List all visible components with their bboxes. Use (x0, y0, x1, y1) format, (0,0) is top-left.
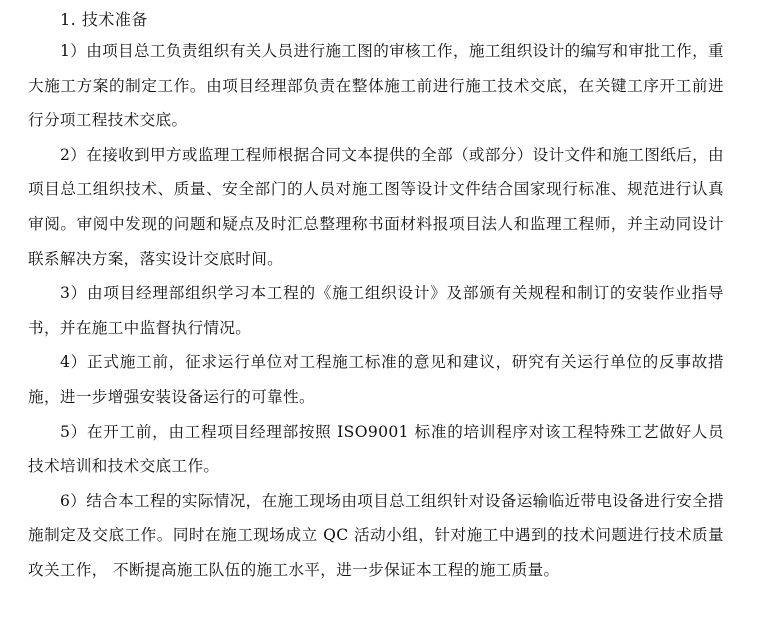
document-body (28, 6, 724, 588)
paragraph-6: 6）结合本工程的实际情况，在施工现场由项目总工组织针对设备运输临近带电设备进行安全措施制定及交底工作。同时在施工现场成立 QC 活动小组，针对施工中遇到的技术问题进行技术质量攻关工作， 不断提高施工队伍的施工水平，进一步保证本工程的施工质量。 (28, 491, 724, 579)
section-heading: 1. 技术准备 (60, 10, 148, 29)
paragraph-3: 3）由项目经理部组织学习本工程的《施工组织设计》及部颁有关规程和制订的安装作业指导书，并在施工中监督执行情况。 (28, 284, 724, 337)
paragraph-2: 2）在接收到甲方或监理工程师根据合同文本提供的全部（或部分）设计文件和施工图纸后，由项目总工组织技术、质量、安全部门的人员对施工图等设计文件结合国家现行标准、规范进行认真审阅。审阅中发现的问题和疑点及时汇总整理称书面材料报项目法人和监理工程师，并主动同设计联系解决方案，落实设计交底时间。 (28, 145, 724, 268)
paragraph-5: 5）在开工前，由工程项目经理部按照 ISO9001 标准的培训程序对该工程特殊工艺做好人员技术培训和技术交底工作。 (28, 422, 724, 476)
paragraph-4: 4）正式施工前，征求运行单位对工程施工标准的意见和建议，研究有关运行单位的反事故措施，进一步增强安装设备运行的可靠性。 (28, 353, 724, 406)
paragraph-1: 1）由项目总工负责组织有关人员进行施工图的审核工作，施工组织设计的编写和审批工作，重大施工方案的制定工作。由项目经理部负责在整体施工前进行施工技术交底，在关键工序开工前进行分项工程技术交底。 (28, 42, 724, 130)
